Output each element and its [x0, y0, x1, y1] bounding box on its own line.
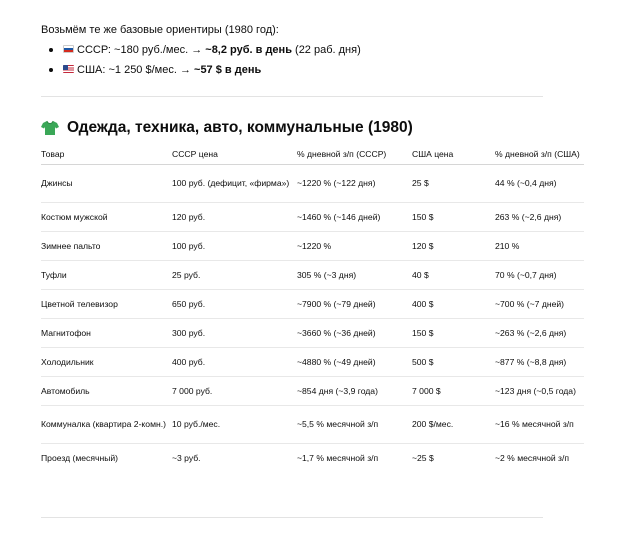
- cell-usa-price: 150 $: [412, 202, 495, 231]
- cell-usa-price: ~25 $: [412, 452, 434, 463]
- list-item-usa: [41, 63, 561, 83]
- cell-item: Туфли: [41, 260, 172, 289]
- cell-usa-price: 400 $: [412, 289, 495, 318]
- bullet-text-bold: ~8,2 руб. в день: [205, 44, 292, 56]
- cell-usa-price: 500 $: [412, 347, 495, 376]
- cell-usa-pct: ~123 дня (~0,5 года): [495, 376, 584, 405]
- cell-usa-pct: 44 % (~0,4 дня): [495, 164, 584, 202]
- section-heading: [41, 118, 413, 138]
- cell-usa-pct: ~700 % (~7 дней): [495, 289, 584, 318]
- intro-text: Возьмём те же базовые ориентиры (1980 год):: [41, 24, 279, 36]
- table-row: [41, 289, 584, 318]
- cell-usa-pct: 70 % (~0,7 дня): [495, 260, 584, 289]
- cell-usa-price: 200 $/мес.: [412, 405, 495, 443]
- cell-ussr-pct: ~7900 % (~79 дней): [297, 289, 412, 318]
- table-row: [41, 443, 584, 472]
- section-title: Одежда, техника, авто, коммунальные (1980): [67, 119, 413, 136]
- cell-ussr-price: 400 руб.: [172, 347, 297, 376]
- cell-ussr-pct: ~3660 % (~36 дней): [297, 318, 412, 347]
- cell-usa-pct: 263 % (~2,6 дня): [495, 202, 584, 231]
- cell-ussr-pct: ~1460 % (~146 дней): [297, 202, 412, 231]
- cell-ussr-price: ~3 руб.: [172, 452, 201, 463]
- table-row: [41, 318, 584, 347]
- cell-ussr-pct: ~854 дня (~3,9 года): [297, 376, 412, 405]
- t-shirt-icon: [41, 120, 59, 136]
- table-row: [41, 405, 584, 443]
- bullet-dot: [49, 48, 53, 52]
- baseline-list: [41, 43, 561, 83]
- cell-usa-pct: ~2 % месячной з/п: [495, 452, 570, 463]
- cell-ussr-price: 120 руб.: [172, 202, 297, 231]
- cell-usa-pct: ~263 % (~2,6 дня): [495, 318, 584, 347]
- bullet-dot: [49, 68, 53, 72]
- cell-usa-pct: 210 %: [495, 231, 584, 260]
- table-row: [41, 202, 584, 231]
- cell-usa-price: 7 000 $: [412, 376, 495, 405]
- bullet-text-after: (22 раб. дня): [291, 44, 361, 56]
- col-header-usa-price: США цена: [412, 145, 495, 164]
- divider: [41, 517, 543, 518]
- cell-ussr-price: 300 руб.: [172, 318, 297, 347]
- cell-usa-price: 40 $: [412, 260, 495, 289]
- col-header-item: Товар: [41, 145, 172, 164]
- intro-block: [41, 23, 561, 83]
- cell-item: Костюм мужской: [41, 202, 172, 231]
- cell-ussr-pct: ~5,5 % месячной з/п: [297, 405, 412, 443]
- list-item-ussr: [41, 43, 561, 63]
- cell-ussr-pct: ~1220 %: [297, 231, 412, 260]
- cell-usa-price: 25 $: [412, 164, 495, 202]
- cell-usa-price: 150 $: [412, 318, 495, 347]
- cell-ussr-price: 7 000 руб.: [172, 376, 297, 405]
- bullet-text-before: СССР: ~180 руб./мес. →: [77, 44, 206, 56]
- col-header-ussr-pct: % дневной з/п (СССР): [297, 145, 412, 164]
- cell-ussr-pct: ~1220 % (~122 дня): [297, 164, 412, 202]
- cell-usa-pct: ~877 % (~8,8 дня): [495, 347, 584, 376]
- bullet-text-before: США: ~1 250 $/мес. →: [77, 64, 195, 76]
- cell-item: Проезд (месячный): [41, 452, 119, 463]
- cell-ussr-price: 100 руб. (дефицит, «фирма»): [172, 164, 297, 202]
- cell-ussr-price: 10 руб./мес.: [172, 405, 297, 443]
- table-row: [41, 347, 584, 376]
- prices-table: [41, 145, 584, 472]
- ru-flag-icon: [63, 45, 74, 53]
- cell-ussr-price: 25 руб.: [172, 260, 297, 289]
- cell-item: Коммуналка (квартира 2-комн.): [41, 405, 172, 443]
- table-row: [41, 164, 584, 202]
- cell-ussr-pct: 305 % (~3 дня): [297, 260, 412, 289]
- us-flag-icon: [63, 65, 74, 73]
- table-row: [41, 260, 584, 289]
- cell-ussr-pct: ~1,7 % месячной з/п: [297, 452, 379, 463]
- table-header-row: [41, 145, 584, 164]
- cell-ussr-price: 650 руб.: [172, 289, 297, 318]
- cell-item: Цветной телевизор: [41, 289, 172, 318]
- cell-item: Зимнее пальто: [41, 231, 172, 260]
- table-row: [41, 376, 584, 405]
- bullet-text-bold: ~57 $ в день: [194, 64, 262, 76]
- cell-ussr-price: 100 руб.: [172, 231, 297, 260]
- table-row: [41, 231, 584, 260]
- col-header-ussr-price: СССР цена: [172, 145, 297, 164]
- cell-item: Джинсы: [41, 164, 172, 202]
- cell-item: Автомобиль: [41, 376, 172, 405]
- col-header-usa-pct: % дневной з/п (США): [495, 145, 584, 164]
- cell-item: Холодильник: [41, 347, 172, 376]
- cell-usa-price: 120 $: [412, 231, 495, 260]
- cell-item: Магнитофон: [41, 318, 172, 347]
- divider: [41, 96, 543, 97]
- cell-usa-pct: ~16 % месячной з/п: [495, 405, 584, 443]
- cell-ussr-pct: ~4880 % (~49 дней): [297, 347, 412, 376]
